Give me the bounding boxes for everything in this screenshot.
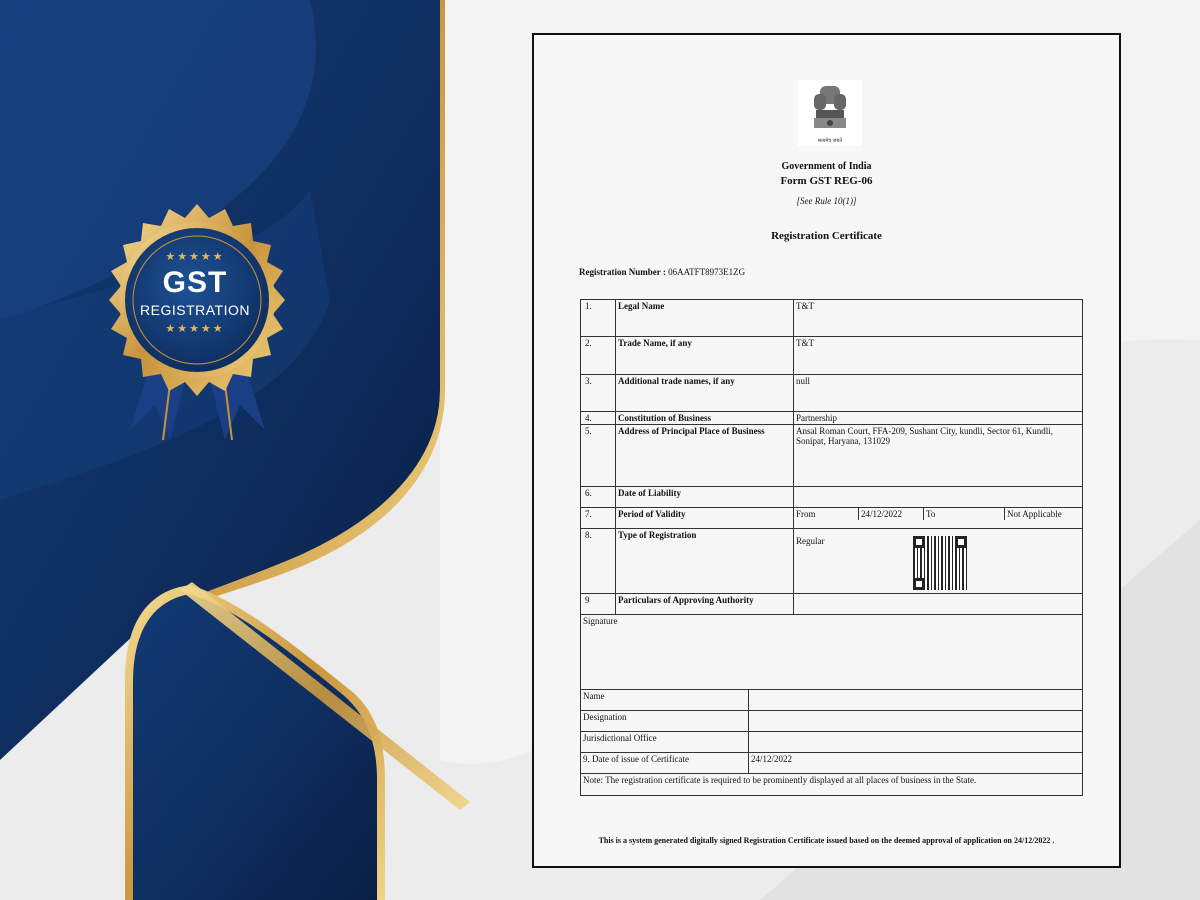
row-label: Type of Registration [616,529,794,594]
registration-number-value: 06AATFT8973E1ZG [668,267,746,277]
issue-date-label: 9. Date of issue of Certificate [581,753,749,774]
authority-table [580,614,1083,796]
designation-value [749,711,1083,732]
display-note: Note: The registration certificate is required to be prominently displayed at all places of business in the State. [581,774,1083,796]
certificate-footer: This is a system generated digitally signed Registration Certificate issued based on the deemed approval of application on 24/12/2022 . [598,836,1055,845]
badge-title: GST [162,266,228,299]
validity-from-label: From [794,508,859,520]
validity-to-value: Not Applicable [1007,509,1062,519]
row-label: Particulars of Approving Authority [616,594,794,615]
row-value [794,594,1083,615]
table-row [581,774,1083,796]
qr-code-icon [913,536,967,590]
national-emblem-icon [798,80,862,146]
row-value: T&T [794,300,1083,337]
table-row [581,508,1083,529]
table-row [581,711,1083,732]
badge-stars-top: ★★★★★ [165,251,225,263]
form-heading: Form GST REG-06 [780,175,873,187]
table-row [581,487,1083,508]
table-row [581,529,1083,594]
government-heading: Government of India [781,161,872,172]
row-value: Regular [796,536,825,546]
row-number: 4. [581,412,616,425]
certificate-details-table [580,299,1083,615]
jurisdictional-office-value [749,732,1083,753]
jurisdictional-office-label: Jurisdictional Office [581,732,749,753]
row-number: 7. [581,508,616,529]
row-label: Period of Validity [616,508,794,529]
certificate-title: Registration Certificate [771,230,882,242]
row-label: Trade Name, if any [616,337,794,375]
table-row [581,375,1083,412]
emblem-caption: सत्यमेव जयते [817,138,843,144]
row-value: null [794,375,1083,412]
table-row [581,425,1083,487]
validity-subtable [794,508,1082,520]
registration-number-label: Registration Number : [579,267,666,277]
validity-from-value: 24/12/2022 [859,508,924,520]
badge-subtitle: REGISTRATION [140,302,250,318]
row-label: Address of Principal Place of Business [616,425,794,487]
row-number: 6. [581,487,616,508]
designation-label: Designation [581,711,749,732]
row-label: Date of Liability [616,487,794,508]
table-row [581,690,1083,711]
table-row [581,753,1083,774]
table-row [581,337,1083,375]
row-number: 5. [581,425,616,487]
badge-stars-bottom: ★★★★★ [165,323,225,335]
row-value [794,487,1083,508]
row-label: Additional trade names, if any [616,375,794,412]
row-number: 2. [581,337,616,375]
table-row [581,615,1083,690]
row-value: Partnership [794,412,1083,425]
table-row [581,732,1083,753]
registration-type-cell [794,529,1083,594]
row-number: 3. [581,375,616,412]
row-number: 1. [581,300,616,337]
name-label: Name [581,690,749,711]
registration-number [579,267,745,277]
row-number: 8. [581,529,616,594]
row-value: Ansal Roman Court, FFA-209, Sushant City, kundli, Sector 61, Kundli, Sonipat, Haryana, 131029 [794,425,1083,487]
table-row [581,412,1083,425]
row-value: T&T [794,337,1083,375]
table-row [581,594,1083,615]
row-number: 9 [581,594,616,615]
validity-cell [794,508,1083,529]
name-value [749,690,1083,711]
registration-certificate [532,33,1121,868]
issue-date-value: 24/12/2022 [749,753,1083,774]
row-label: Legal Name [616,300,794,337]
table-row [581,300,1083,337]
validity-to-label: To [924,508,1005,520]
row-label: Constitution of Business [616,412,794,425]
signature-label: Signature [581,615,1083,690]
rule-reference: [See Rule 10(1)] [796,196,857,206]
